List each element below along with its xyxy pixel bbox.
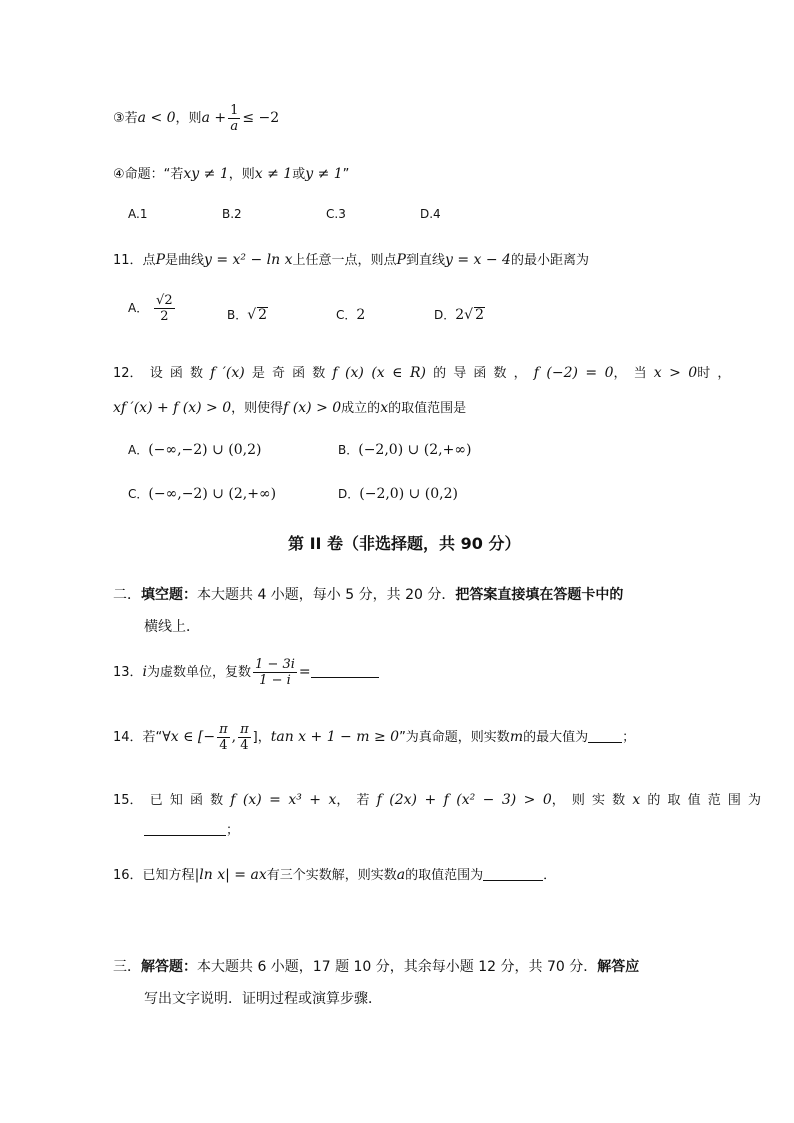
fraction-numerator: 1 − 3i <box>255 657 295 672</box>
statement-4-c1: x ≠ 1 <box>254 166 293 182</box>
q16-text: 的取值范围为 <box>405 868 484 883</box>
question-12-line-2 <box>113 397 466 416</box>
q10-option-a[interactable]: A.1 <box>128 207 148 221</box>
q11-text: 上任意一点，则点 <box>292 253 397 268</box>
section-3-line-2: 写出文字说明．证明过程或演算步骤． <box>144 991 382 1007</box>
section-text: 本大题共 4 小题，每小 5 分，共 20 分． <box>197 587 456 603</box>
q15-number: 15． <box>113 793 143 808</box>
q14-text: 的最大值为 <box>523 730 589 745</box>
q11-curve: y = x² − ln x <box>204 252 293 268</box>
q16-equation: |ln x| = ax <box>194 867 267 883</box>
statement-3 <box>113 103 279 134</box>
question-14 <box>113 722 635 753</box>
option-label: D． <box>338 487 360 501</box>
statement-4-close: ” <box>342 167 350 182</box>
q12-option-d[interactable] <box>338 485 458 502</box>
option-value: (−∞,−2) ∪ (0,2) <box>148 442 262 458</box>
q11-point: P <box>155 252 165 268</box>
q13-text: 为虚数单位，复数 <box>147 665 252 680</box>
q12-number: 12． <box>113 366 143 381</box>
option-coefficient: 2 <box>455 307 465 323</box>
fraction-numerator: π <box>240 722 249 737</box>
q13-fraction <box>253 657 297 688</box>
q14-text: ”为真命题，则实数 <box>399 730 510 745</box>
q12-x-condition: x > 0 <box>653 365 698 381</box>
section-instruction: 解答应 <box>597 959 640 975</box>
q15-text: 的 取 值 范 围 为 <box>647 793 762 808</box>
q12-option-a[interactable] <box>128 441 261 458</box>
q16-text: 有三个实数解，则实数 <box>266 868 397 883</box>
question-13 <box>113 657 379 688</box>
option-value: (−∞,−2) ∪ (2,+∞) <box>148 486 277 502</box>
q12-text: 的取值范围是 <box>388 401 467 416</box>
q10-option-b[interactable]: B.2 <box>222 207 242 221</box>
q11-option-c[interactable] <box>336 306 365 323</box>
q11-line: y = x − 4 <box>444 252 511 268</box>
q11-option-b[interactable]: B．√ 2 <box>227 307 268 323</box>
fraction-denominator: a <box>230 119 239 134</box>
q12-derivative: f ′(x) <box>210 365 245 381</box>
q12-text: 设 函 数 <box>149 366 203 381</box>
q13-answer-blank[interactable] <box>311 665 379 678</box>
part-2-title: 第 II 卷（非选择题，共 90 分） <box>288 534 521 553</box>
sqrt-value: 2 <box>258 307 268 323</box>
q14-number: 14． <box>113 730 143 745</box>
q11-option-a[interactable] <box>128 293 177 324</box>
question-11 <box>113 249 589 268</box>
statement-4-cond: xy ≠ 1 <box>183 166 229 182</box>
q12-inequality: xf ′(x) + f (x) > 0 <box>113 400 232 416</box>
q14-fraction-1 <box>217 722 230 753</box>
section-2-line-2: 横线上． <box>144 619 200 635</box>
q11-option-a-fraction <box>154 293 175 324</box>
q15-text: ， 则 实 数 <box>551 793 626 808</box>
q15-variable: x <box>632 792 641 808</box>
option-value: 2 <box>356 307 366 323</box>
fraction-numerator: √2 <box>156 293 173 308</box>
q12-option-b[interactable] <box>338 441 471 458</box>
statement-3-fraction <box>228 103 240 134</box>
q14-text: 若“ <box>142 730 163 745</box>
q14-variable: m <box>509 729 524 745</box>
q11-option-d[interactable]: D．2√ 2 <box>434 307 485 323</box>
statement-3-expr: a + <box>201 110 227 126</box>
q16-end: ． <box>543 868 557 883</box>
statement-4 <box>113 163 349 182</box>
fraction-denominator: 1 − i <box>259 673 291 688</box>
q12-text: ， 当 <box>613 366 647 381</box>
section-heading: 填空题： <box>141 587 197 603</box>
q12-text: 时 ， <box>697 366 731 381</box>
statement-4-mid: ，则 <box>228 167 255 182</box>
q14-quantifier: ∀x ∈ [− <box>162 729 216 745</box>
q15-inequality: f (2x) + f (x² − 3) > 0 <box>376 792 552 808</box>
option-label: A． <box>128 301 149 315</box>
fraction-denominator: 4 <box>240 738 249 753</box>
statement-3-prefix: ③若 <box>113 111 138 126</box>
q15-end: ； <box>226 823 240 838</box>
q12-goal: f (x) > 0 <box>283 400 342 416</box>
fraction-numerator: π <box>219 722 228 737</box>
option-label: B． <box>227 308 248 322</box>
option-label: A． <box>128 443 149 457</box>
q14-end: ； <box>622 730 636 745</box>
question-16 <box>113 864 556 883</box>
q14-answer-blank[interactable] <box>588 730 622 743</box>
q12-text: 成立的 <box>341 401 381 416</box>
statement-4-c2: y ≠ 1 <box>305 166 343 182</box>
q16-variable: a <box>396 867 406 883</box>
sqrt-value: 2 <box>475 307 485 323</box>
section-text: 本大题共 6 小题，17 题 10 分，其余每小题 12 分，共 70 分． <box>197 959 598 975</box>
q12-text: 是 奇 函 数 <box>251 366 326 381</box>
q12-function: f (x) (x ∈ R) <box>332 365 426 381</box>
q11-point: P <box>396 252 406 268</box>
section-heading: 解答题： <box>141 959 197 975</box>
q13-equals: = <box>298 664 311 680</box>
option-label: B． <box>338 443 359 457</box>
statement-4-or: 或 <box>292 167 306 182</box>
section-2-line-1 <box>113 584 623 604</box>
option-label: C． <box>128 487 149 501</box>
q15-answer-blank[interactable] <box>144 823 226 836</box>
q15-text: 已 知 函 数 <box>149 793 224 808</box>
q15-text: ， 若 <box>336 793 370 808</box>
question-15-line-1 <box>113 789 761 808</box>
q16-answer-blank[interactable] <box>483 868 543 881</box>
q14-expression: tan x + 1 − m ≥ 0 <box>270 729 400 745</box>
q11-text: 到直线 <box>405 253 445 268</box>
q11-text: 的最小距离为 <box>510 253 589 268</box>
q14-text: ]， <box>252 730 271 745</box>
statement-4-prefix: ④命题：“若 <box>113 167 184 182</box>
fraction-denominator: 2 <box>160 309 169 324</box>
q10-option-d[interactable]: D.4 <box>420 207 441 221</box>
q12-condition: f (−2) = 0 <box>533 365 614 381</box>
statement-3-cond: a < 0 <box>137 110 176 126</box>
q12-variable: x <box>380 400 389 416</box>
q10-option-c[interactable]: C.3 <box>326 207 346 221</box>
q14-comma: , <box>231 729 237 745</box>
q12-text: ，则使得 <box>231 401 284 416</box>
section-instruction: 把答案直接填在答题卡中的 <box>455 587 624 603</box>
question-15-line-2 <box>144 819 239 838</box>
q14-fraction-2 <box>238 722 251 753</box>
statement-3-tail: ≤ −2 <box>242 110 280 126</box>
question-12-line-1 <box>113 362 730 381</box>
q16-text: 已知方程 <box>142 868 195 883</box>
q12-text: 的 导 函 数 ， <box>433 366 527 381</box>
q11-text: 是曲线 <box>164 253 204 268</box>
statement-3-mid: ，则 <box>175 111 202 126</box>
q16-number: 16． <box>113 868 143 883</box>
section-3-line-1 <box>113 956 639 976</box>
q13-imaginary-unit: i <box>142 664 148 680</box>
section-label: 三． <box>113 959 141 975</box>
option-label: C． <box>336 308 357 322</box>
q11-number: 11． <box>113 253 143 268</box>
q13-number: 13． <box>113 665 143 680</box>
option-value: (−2,0) ∪ (0,2) <box>359 486 458 502</box>
fraction-denominator: 4 <box>219 738 228 753</box>
fraction-numerator: 1 <box>230 103 239 118</box>
q11-text: 点 <box>142 253 156 268</box>
q12-option-c[interactable] <box>128 485 276 502</box>
option-value: (−2,0) ∪ (2,+∞) <box>358 442 472 458</box>
q15-function: f (x) = x³ + x <box>230 792 337 808</box>
section-label: 二． <box>113 587 141 603</box>
option-label: D． <box>434 308 456 322</box>
